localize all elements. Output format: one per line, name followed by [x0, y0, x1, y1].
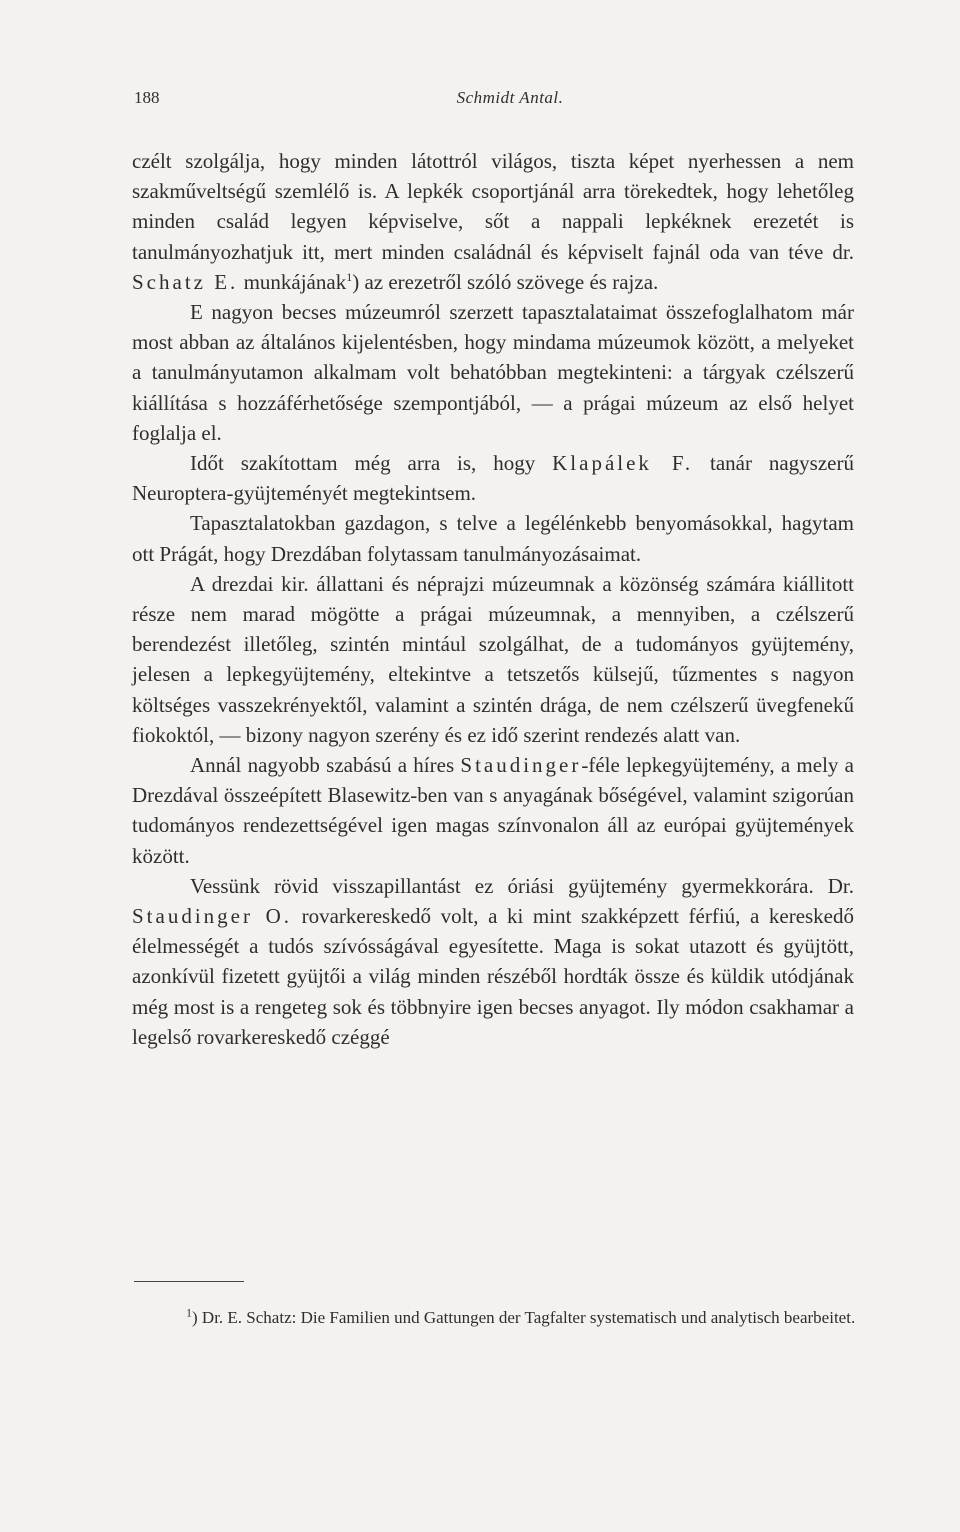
paragraph-1	[132, 146, 854, 297]
paragraph-5: A drezdai kir. állattani és néprajzi múzeumnak a közönség számára kiállitott része nem marad mögötte a prágai múzeumnak, a mennyiben, a czélszerű berendezést illetőleg, szintén mintául szolgálhat, de a tudományos gyüjtemény, jelesen a lepkegyüjtemény, eltekintve a tetszetős külsejű, tűzmentes s nagyon költséges vasszekrényektől, valamint a szintén drága, de nem czélszerű üvegfenekű fiokoktól, — bizony nagyon szerény és ez idő szerint rendezés alatt van.	[132, 571, 854, 747]
paragraph-3	[132, 448, 854, 508]
author-name-staudinger: Staudinger	[460, 753, 582, 778]
paragraph-1-text-c: ) az erezetről szóló szövege és rajza.	[352, 269, 659, 294]
paragraph-6	[132, 750, 854, 871]
paragraph-3-text-a: Időt szakítottam még arra is, hogy	[190, 451, 536, 476]
author-name-schatz: Schatz E.	[132, 269, 239, 294]
footnote-reference: 1	[346, 269, 353, 284]
running-head	[134, 88, 856, 114]
author-name-klapalek: Klapálek F.	[552, 451, 694, 476]
author-name-staudinger-o: Staudinger O.	[132, 904, 292, 929]
paragraph-6-text-a: Annál nagyobb szabású a híres	[190, 753, 455, 778]
paragraph-4: Tapasztalatokban gazdagon, s telve a legélénkebb benyomásokkal, hagytam ott Prágát, hogy Drezdában folytassam tanulmányozásaimat.	[132, 511, 854, 566]
footnote-text: ) Dr. E. Schatz: Die Familien und Gattungen der Tagfalter systematisch und analytisch bearbeitet.	[192, 1308, 856, 1327]
footnote	[134, 1305, 856, 1330]
footnote-divider	[134, 1281, 244, 1282]
page-number: 188	[134, 88, 160, 107]
paragraph-7-text-b: rovarkereskedő volt, a ki mint szakképzett férfiú, a kereskedő élelmességét a tudós szívósságával egyesítette. Maga is sokat utazott és gyüjtött, azonkívül fizetett gyüjtői a világ minden részéből hordták össze és küldik utódjának még most is a rengeteg sok és többnyire igen becses anyagot. Ily módon csakhamar a legelső rovarkereskedő czéggé	[132, 904, 855, 1049]
paragraph-6-text-b: -féle lepkegyüjtemény, a mely a Drezdával összeépített Blasewitz-ben van s anyagának bőségével, valamint szigorúan tudományos rendezettségével igen magas színvonalon áll az európai gyüjtemények között.	[132, 753, 855, 868]
paragraph-7-text-a: Vessünk rövid visszapillantást ez óriási gyüjtemény gyermekkorára. Dr.	[190, 873, 854, 898]
footnote-marker: 1	[186, 1305, 192, 1320]
paragraph-1-text-a: czélt szolgálja, hogy minden látottról világos, tiszta képet nyerhessen a nem szakműveltségű szemlélő is. A lepkék csoportjánál arra törekedtek, hogy lehetőleg minden család legyen képviselve, sőt a nappali lepkéknek erezetét is tanulmányozhatjuk itt, mert minden családnál és képviselt fajnál oda van téve dr.	[132, 149, 854, 264]
body-text	[132, 146, 854, 1052]
paragraph-1-text-b: munkájának	[243, 269, 347, 294]
paragraph-7	[132, 871, 854, 1052]
running-title: Schmidt Antal.	[456, 88, 564, 107]
paragraph-3-text-b: tanár nagyszerű Neuroptera-gyüjteményét megtekintsem.	[132, 451, 854, 506]
paragraph-2: E nagyon becses múzeumról szerzett tapasztalataimat összefoglalhatom már most abban az általános kijelentésben, hogy mindama múzeumok között, a melyeket a tanulmányutamon alkalmam volt behatóbban megtekinteni: a tárgyak czélszerű kiállítása s hozzáférhetősége szempontjából, — a prágai múzeum az első helyet foglalja el.	[132, 300, 854, 445]
